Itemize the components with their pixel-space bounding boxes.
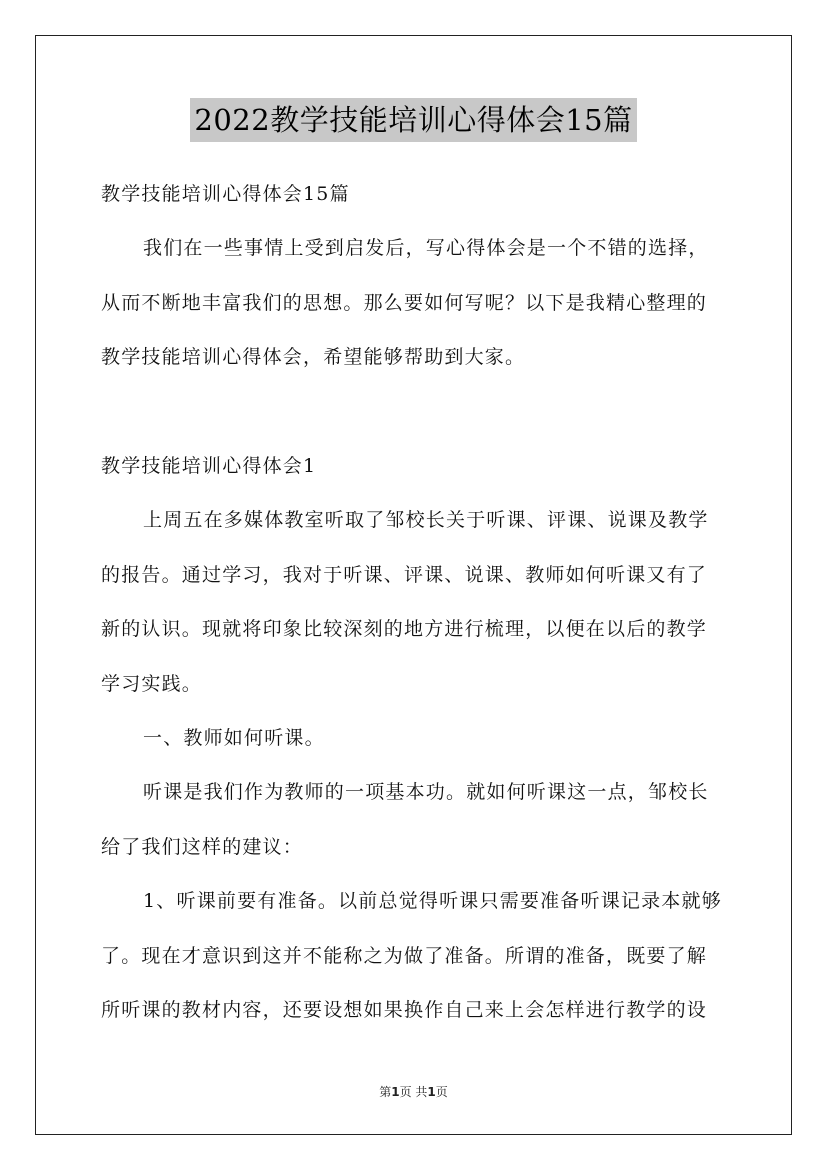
point1-heading: 一、教师如何听课。 bbox=[143, 727, 325, 749]
section1-line-4: 学习实践。 bbox=[101, 673, 203, 695]
item1-line-2: 了。现在才意识到这并不能称之为做了准备。所谓的准备，既要了解 bbox=[101, 945, 708, 967]
intro-line-1: 我们在一些事情上受到启发后，写心得体会是一个不错的选择， bbox=[143, 237, 709, 259]
footer-current-page: 1 bbox=[391, 1085, 400, 1099]
section-heading: 教学技能培训心得体会1 bbox=[101, 455, 317, 477]
section1-line-1: 上周五在多媒体教室听取了邹校长关于听课、评课、说课及教学 bbox=[143, 509, 709, 531]
section1-line-3: 新的认识。现就将印象比较深刻的地方进行梳理，以便在以后的教学 bbox=[101, 618, 708, 640]
point1-line-1: 听课是我们作为教师的一项基本功。就如何听课这一点，邹校长 bbox=[143, 781, 709, 803]
intro-line-3: 教学技能培训心得体会，希望能够帮助到大家。 bbox=[101, 346, 526, 368]
footer-prefix: 第 bbox=[379, 1085, 392, 1099]
document-subtitle: 教学技能培训心得体会15篇 bbox=[101, 183, 350, 205]
intro-line-2: 从而不断地丰富我们的思想。那么要如何写呢？以下是我精心整理的 bbox=[101, 292, 708, 314]
title-container bbox=[0, 98, 827, 142]
footer-mid: 页 共 bbox=[399, 1085, 428, 1099]
item1-line-3: 所听课的教材内容，还要设想如果换作自己来上会怎样进行教学的设 bbox=[101, 999, 708, 1021]
page-footer bbox=[0, 1083, 827, 1100]
document-title: 2022教学技能培训心得体会15篇 bbox=[190, 98, 636, 142]
item1-line-1: 1、听课前要有准备。以前总觉得听课只需要准备听课记录本就够 bbox=[143, 890, 722, 912]
point1-line-2: 给了我们这样的建议： bbox=[101, 836, 304, 858]
section1-line-2: 的报告。通过学习，我对于听课、评课、说课、教师如何听课又有了 bbox=[101, 564, 708, 586]
footer-suffix: 页 bbox=[435, 1085, 448, 1099]
footer-total-pages: 1 bbox=[427, 1085, 436, 1099]
